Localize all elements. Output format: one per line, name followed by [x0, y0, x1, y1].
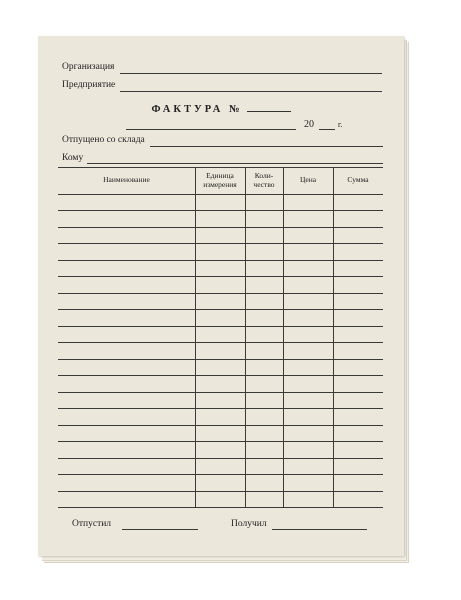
table-row-line: [58, 359, 383, 360]
table-row-line: [58, 243, 383, 244]
table-row-line: [58, 392, 383, 393]
recipient-label: Кому: [62, 153, 84, 163]
received-by-field[interactable]: [272, 529, 367, 530]
table-row-line: [58, 309, 383, 310]
col-divider-1: [195, 167, 196, 507]
date-century: 20: [304, 119, 314, 130]
table-row-line: [58, 342, 383, 343]
col-header-price: Цена: [299, 175, 317, 185]
table-top-border: [58, 167, 383, 168]
col-divider-2: [245, 167, 246, 507]
date-year-field[interactable]: [319, 129, 335, 130]
table-header-separator: [58, 194, 383, 195]
table-row-line: [58, 227, 383, 228]
col-header-name: Наименование: [103, 175, 150, 185]
date-year-suffix: г.: [338, 120, 343, 129]
table-row-line: [58, 507, 383, 508]
released-by-label: Отпустил: [72, 519, 112, 529]
organization-field[interactable]: [120, 73, 382, 74]
col-divider-3: [283, 167, 284, 507]
table-row-line: [58, 474, 383, 475]
date-field[interactable]: [126, 129, 296, 130]
table-row-line: [58, 408, 383, 409]
table-row-line: [58, 260, 383, 261]
table-row-line: [58, 293, 383, 294]
goods-table: [58, 167, 383, 507]
col-header-unit: Единица измерения: [203, 171, 237, 189]
table-row-line: [58, 491, 383, 492]
table-row-line: [58, 425, 383, 426]
table-row-line: [58, 375, 383, 376]
enterprise-label: Предприятие: [62, 80, 116, 90]
table-row-line: [58, 458, 383, 459]
col-divider-4: [333, 167, 334, 507]
enterprise-field[interactable]: [120, 91, 382, 92]
table-row-line: [58, 326, 383, 327]
col-header-sum: Сумма: [347, 175, 369, 185]
table-row-line: [58, 210, 383, 211]
organization-label: Организация: [62, 62, 115, 72]
invoice-form-sheet: [38, 36, 404, 556]
table-row-line: [58, 276, 383, 277]
received-by-label: Получил: [231, 519, 267, 529]
invoice-title-text: ФАКТУРА №: [151, 104, 243, 115]
released-by-field[interactable]: [122, 529, 198, 530]
shipped-from-label: Отпущено со склада: [62, 135, 145, 145]
invoice-number-field[interactable]: [247, 111, 291, 112]
shipped-from-field[interactable]: [150, 146, 383, 147]
col-header-quantity: Коли-чество: [253, 171, 275, 189]
table-row-line: [58, 441, 383, 442]
recipient-field[interactable]: [87, 163, 383, 164]
invoice-title: [38, 104, 404, 115]
